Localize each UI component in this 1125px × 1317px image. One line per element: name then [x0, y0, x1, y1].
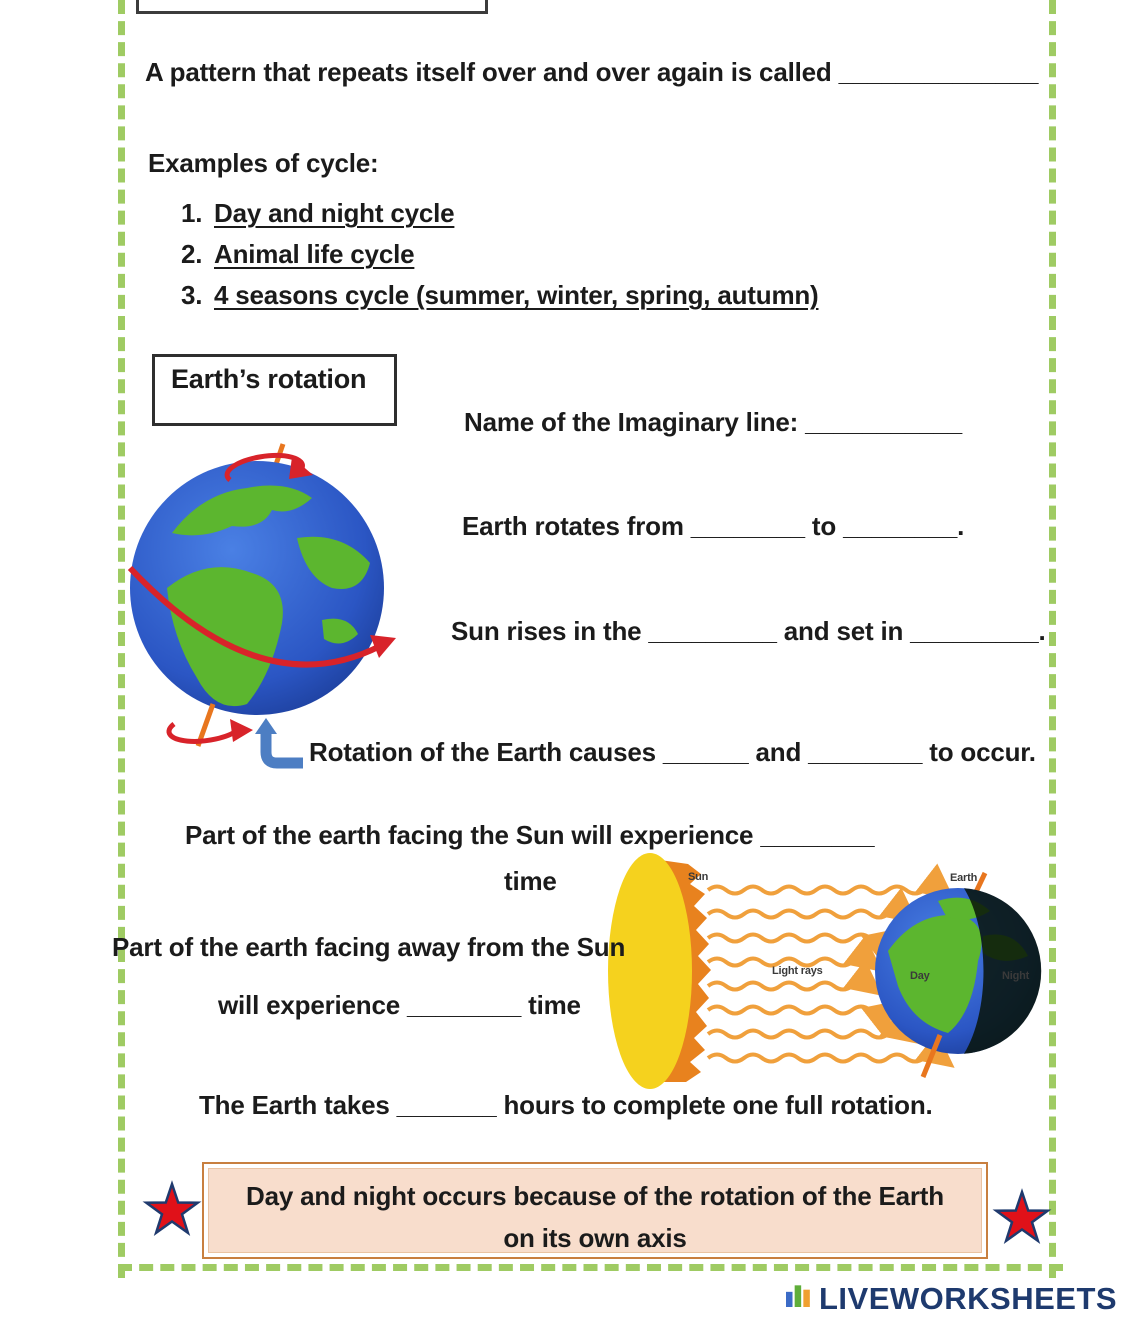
earth-day-night-illustration: [875, 872, 1041, 1077]
list-item-label: Day and night cycle: [214, 198, 455, 228]
star-icon: [992, 1188, 1052, 1248]
facing-sun-line-continued: time: [504, 866, 557, 896]
summary-line1: Day and night occurs because of the rotation of the Earth: [246, 1181, 944, 1211]
light-rays-label: Light rays: [772, 965, 823, 977]
fill-blank-sun-rises-line[interactable]: Sun rises in the _________ and set in _________.: [451, 616, 1046, 646]
fill-blank-rotation-causes-line[interactable]: Rotation of the Earth causes ______ and ________ to occur.: [309, 737, 1036, 767]
page-border-right: [1049, 0, 1056, 1278]
list-number: 3.: [181, 280, 203, 310]
section-title-box: [152, 354, 397, 426]
fill-blank-rotates-line[interactable]: Earth rotates from ________ to ________.: [462, 511, 965, 541]
earth-rotation-illustration: [112, 438, 412, 758]
summary-line2: on its own axis: [503, 1223, 687, 1253]
summary-box-inner: [208, 1168, 982, 1253]
star-icon: [142, 1180, 202, 1240]
list-item-label: 4 seasons cycle (summer, winter, spring, autumn): [214, 280, 819, 310]
curved-arrow-icon: [253, 717, 305, 769]
examples-heading: Examples of cycle:: [148, 148, 379, 178]
earth-label: Earth: [950, 872, 978, 884]
sun-label: Sun: [688, 871, 709, 883]
day-night-diagram: [660, 860, 1050, 1082]
list-item: [181, 239, 414, 270]
list-number: 2.: [181, 239, 203, 269]
footer-logo[interactable]: [786, 1281, 1117, 1317]
fill-blank-imaginary-line[interactable]: Name of the Imaginary line: ___________: [464, 407, 963, 437]
summary-box: [202, 1162, 988, 1259]
fill-blank-earth-takes-line[interactable]: The Earth takes _______ hours to complete one full rotation.: [199, 1090, 933, 1120]
bottom-rotation-arrowhead-icon: [230, 719, 253, 742]
sun-illustration: [608, 853, 711, 1089]
liveworksheets-bars-icon: [786, 1281, 812, 1307]
footer-brand-text: LIVEWORKSHEETS: [819, 1281, 1118, 1316]
day-label: Day: [910, 970, 930, 982]
fill-blank-pattern-question[interactable]: A pattern that repeats itself over and over again is called ______________: [145, 57, 1039, 87]
answer-box-partial[interactable]: [136, 0, 488, 14]
list-number: 1.: [181, 198, 203, 228]
list-item: [181, 280, 819, 311]
list-item-label: Animal life cycle: [214, 239, 415, 269]
night-label: Night: [1002, 970, 1030, 982]
list-item: [181, 198, 454, 229]
facing-away-line: Part of the earth facing away from the Sun: [112, 932, 626, 962]
fill-blank-facing-sun-line[interactable]: Part of the earth facing the Sun will experience ________: [185, 820, 875, 850]
page-border-bottom: [118, 1264, 1063, 1271]
section-title: Earth’s rotation: [171, 364, 367, 394]
fill-blank-facing-away-line2[interactable]: will experience ________ time: [218, 990, 581, 1020]
